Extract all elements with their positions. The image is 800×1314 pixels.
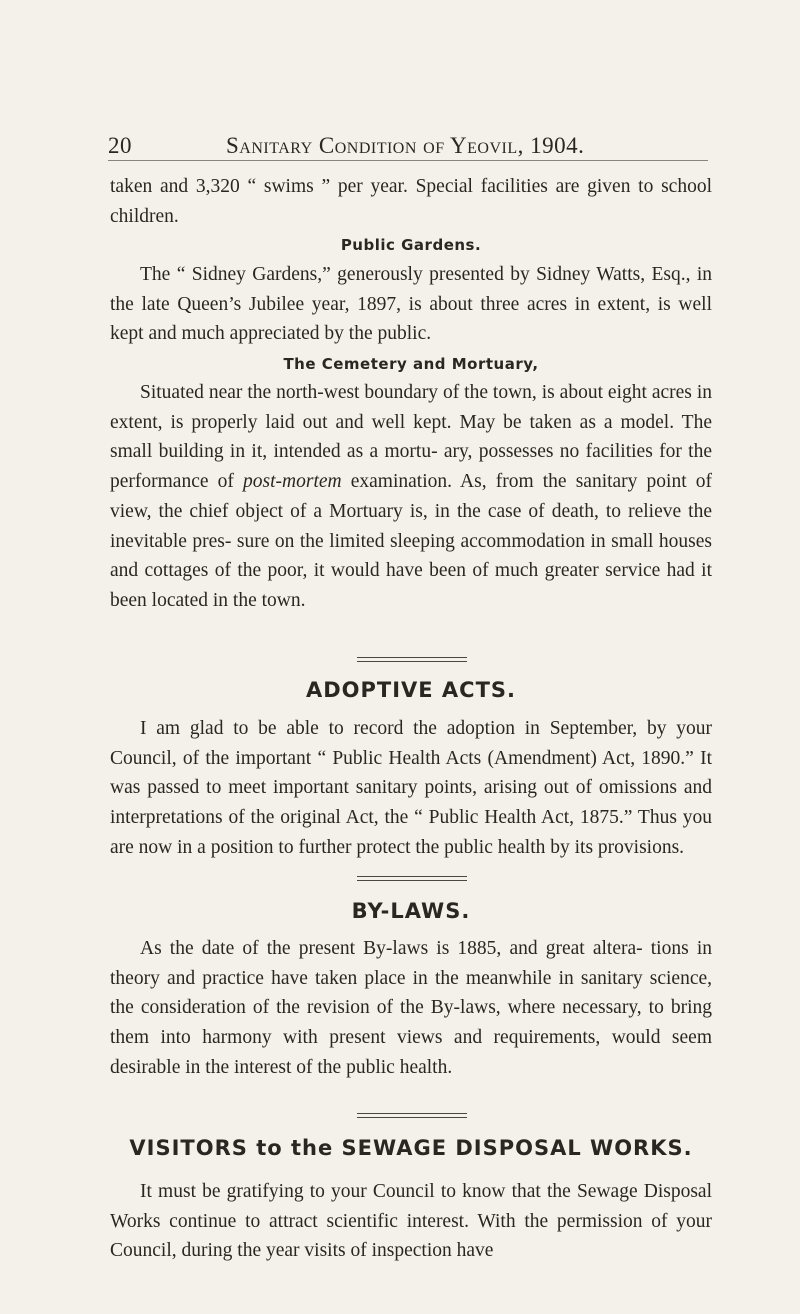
section-divider xyxy=(357,657,467,662)
intro-paragraph: taken and 3,320 “ swims ” per year. Special facilities are given to school children. xyxy=(110,176,712,227)
section-divider xyxy=(357,876,467,881)
cemetery-text-1: Situated near the north-west boundary of the town, is about eight acres in extent, is properly laid out and well kept. May be taken as a model. The small building in it, intended as a mortu- ary, possesses no facilities for the performance of xyxy=(110,382,712,493)
section-heading-bylaws: BY-LAWS. xyxy=(351,899,471,923)
section-divider xyxy=(357,1113,467,1118)
page-number: 20 xyxy=(108,133,132,158)
section-heading-cemetery: The Cemetery and Mortuary, xyxy=(283,355,539,373)
visitors-paragraph: It must be gratifying to your Council to know that the Sewage Disposal Works continue to attract scientific interest. With the permission of your Council, during the year visits of inspection have xyxy=(110,1181,712,1262)
cemetery-text-italic: post-mortem xyxy=(243,471,342,493)
section-heading-adoptive-acts: ADOPTIVE ACTS. xyxy=(305,678,517,702)
header-rule xyxy=(108,160,708,161)
section-heading-visitors: VISITORS to the SEWAGE DISPOSAL WORKS. xyxy=(129,1136,693,1160)
section-heading-public-gardens: Public Gardens. xyxy=(340,236,482,254)
bylaws-paragraph: As the date of the present By-laws is 1885, and great altera- tions in theory and practice have taken place in the meanwhile in sanitary science, the consideration of the revision of the By-laws, where necessary, to bring them into harmony with present views and requirements, would seem desirable in the interest of the public health. xyxy=(110,938,712,1078)
cemetery-text-2: examination. As, from the sanitary point of view, the chief object of a Mortuary is, in the case of death, to relieve the inevitable pres- sure on the limited sleeping accommodation in small houses and cottages of the poor, it would have been of much greater service had it been located in the town. xyxy=(110,471,713,611)
running-title: Sanitary Condition of Yeovil, 1904. xyxy=(226,133,585,158)
public-gardens-paragraph: The “ Sidney Gardens,” generously presented by Sidney Watts, Esq., in the late Queen’s Jubilee year, 1897, is about three acres in extent, is well kept and much appreciated by the public. xyxy=(110,264,712,345)
cemetery-paragraph xyxy=(110,378,712,616)
page-header xyxy=(108,133,708,163)
adoptive-acts-paragraph: I am glad to be able to record the adoption in September, by your Council, of the important “ Public Health Acts (Amendment) Act, 1890.” It was passed to meet important sanitary points, arising out of omissions and interpretations of the original Act, the “ Public Health Act, 1875.” Thus you are now in a position to further protect the public health by its provisions. xyxy=(110,718,712,858)
